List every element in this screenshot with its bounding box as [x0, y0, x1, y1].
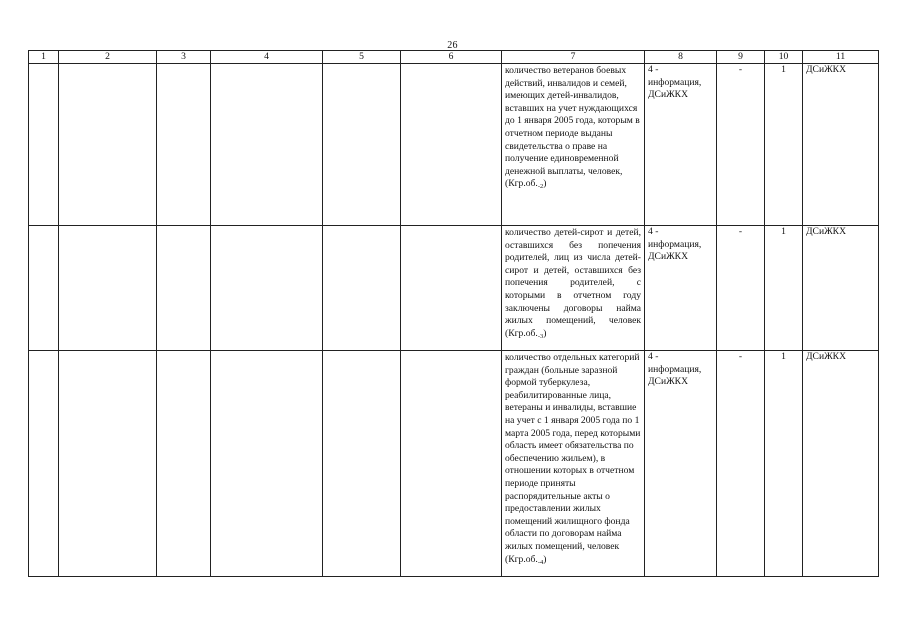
indicator-subscript: -2 [537, 183, 544, 191]
empty-cell [29, 226, 59, 351]
table-row [29, 226, 879, 351]
col10-cell: 1 [765, 64, 803, 226]
indicator-subscript: -4 [537, 558, 544, 566]
empty-cell [401, 64, 502, 226]
indicator-body: количество отдельных категорий граждан (больные заразной формой туберкулеза, реабилитированные лица, ветераны и инвалиды, вставшие на учет с 1 января 2005 года по 1 марта 2005 года, перед которыми область имеет обязательства по обеспечению жильем), в отношении которых в отчетном периоде приняты распорядительные акты о предоставлении жилых помещений жилищного фонда области по договорам найма жилых помещений, человек (Кгр.об. [505, 352, 641, 565]
source-cell: 4 - информация, ДСиЖКХ [645, 351, 717, 577]
responsible-cell: ДСиЖКХ [803, 226, 879, 351]
indicator-end: ) [543, 178, 547, 190]
empty-cell [59, 226, 157, 351]
column-header: 2 [59, 51, 157, 64]
responsible-cell: ДСиЖКХ [803, 351, 879, 577]
empty-cell [211, 351, 323, 577]
col9-cell: - [717, 226, 765, 351]
indicator-body: количество ветеранов боевых действий, инвалидов и семей, имеющих детей-инвалидов, вставших на учет нуждающихся до 1 января 2005 года, которым в отчетном периоде выданы свидетельства о праве на получение единовременной денежной выплаты, человек, (Кгр.об. [505, 65, 640, 190]
indicator-cell [502, 226, 645, 351]
empty-cell [323, 351, 401, 577]
indicator-end: ) [543, 553, 547, 565]
empty-cell [29, 351, 59, 577]
report-table [28, 50, 879, 577]
column-header: 5 [323, 51, 401, 64]
table-row [29, 64, 879, 226]
table-row [29, 351, 879, 577]
indicator-text [505, 226, 641, 343]
empty-cell [59, 351, 157, 577]
empty-cell [29, 64, 59, 226]
empty-cell [401, 226, 502, 351]
column-header: 11 [803, 51, 879, 64]
column-header: 3 [157, 51, 211, 64]
empty-cell [323, 64, 401, 226]
column-header: 10 [765, 51, 803, 64]
source-cell: 4 - информация, ДСиЖКХ [645, 64, 717, 226]
col10-cell: 1 [765, 351, 803, 577]
col9-cell: - [717, 351, 765, 577]
empty-cell [211, 226, 323, 351]
empty-cell [157, 64, 211, 226]
indicator-cell [502, 64, 645, 226]
column-header: 7 [502, 51, 645, 64]
column-header: 4 [211, 51, 323, 64]
col9-cell: - [717, 64, 765, 226]
indicator-text [505, 64, 641, 194]
indicator-body: количество детей-сирот и детей, оставшихся без попечения родителей, лиц из числа детей-сирот и детей, оставшихся без попечения родителей, с которыми в отчетном году заключены договоры найма жилых помещений, человек (Кгр.об. [505, 227, 641, 339]
empty-cell [157, 226, 211, 351]
col10-cell: 1 [765, 226, 803, 351]
empty-cell [59, 64, 157, 226]
header-row [29, 51, 879, 64]
indicator-end: ) [543, 327, 547, 339]
column-header: 1 [29, 51, 59, 64]
page-number: 26 [447, 40, 458, 51]
empty-cell [157, 351, 211, 577]
source-cell: 4 - информация, ДСиЖКХ [645, 226, 717, 351]
indicator-text [505, 351, 641, 569]
empty-cell [323, 226, 401, 351]
empty-cell [211, 64, 323, 226]
column-header: 6 [401, 51, 502, 64]
empty-cell [401, 351, 502, 577]
indicator-subscript: -3 [537, 332, 544, 340]
column-header: 9 [717, 51, 765, 64]
responsible-cell: ДСиЖКХ [803, 64, 879, 226]
indicator-cell [502, 351, 645, 577]
column-header: 8 [645, 51, 717, 64]
